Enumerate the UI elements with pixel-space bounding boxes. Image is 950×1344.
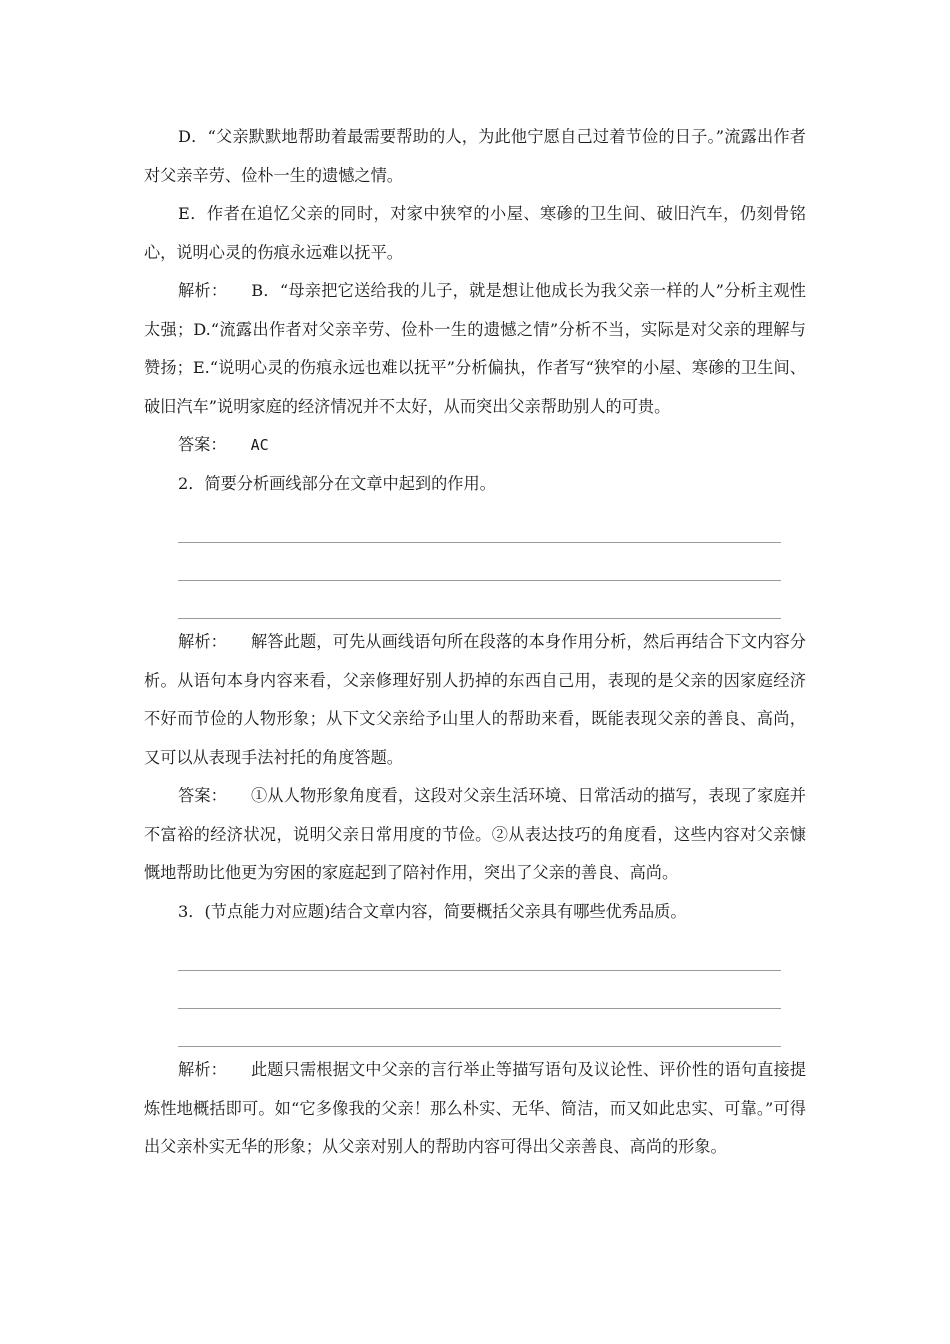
option-d	[144, 118, 806, 195]
q3-question	[144, 893, 806, 932]
q1-analysis-label: 解析：	[178, 281, 228, 300]
q2-question-text: 2．简要分析画线部分在文章中起到的作用。	[178, 473, 496, 493]
option-d-text: D．“父亲默默地帮助着最需要帮助的人，为此他宁愿自己过着节俭的日子。”流露出作者对父亲辛劳、俭朴一生的遗憾之情。	[144, 127, 806, 185]
q2-answer-label: 答案：	[178, 786, 227, 805]
q1-analysis-text: B．“母亲把它送给我的儿子，就是想让他成长为我父亲一样的人”分析主观性太强；D.“流露出作者对父亲辛劳、俭朴一生的遗憾之情”分析不当，实际是对父亲的理解与赞扬；E.“说明心灵的伤痕永远也难以抚平”分析偏执，作者写“狭窄的小屋、寒碜的卫生间、破旧汽车”说明家庭的经济情况并不太好，从而突出父亲帮助别人的可贵。	[144, 281, 806, 416]
q2-analysis	[144, 623, 806, 777]
q3-analysis	[144, 1051, 806, 1167]
q1-answer-text: AC	[250, 436, 269, 454]
q2-answer-lines	[144, 505, 806, 619]
answer-line	[178, 971, 781, 1009]
q1-answer	[144, 426, 806, 465]
q2-analysis-text: 解答此题，可先从画线语句所在段落的本身作用分析，然后再结合下文内容分析。从语句本身内容来看，父亲修理好别人扔掉的东西自己用，表现的是父亲的因家庭经济不好而节俭的人物形象；从下文父亲给予山里人的帮助来看，既能表现父亲的善良、高尚，又可以从表现手法衬托的角度答题。	[144, 632, 806, 767]
option-e	[144, 195, 806, 272]
answer-line	[178, 505, 781, 543]
document-page	[144, 118, 806, 1167]
q3-analysis-label: 解析：	[178, 1060, 227, 1079]
answer-line	[178, 933, 781, 971]
answer-line	[178, 1009, 781, 1047]
q1-analysis	[144, 272, 806, 426]
q3-answer-lines	[144, 933, 806, 1047]
q1-answer-label: 答案：	[178, 435, 227, 454]
answer-line	[178, 581, 781, 619]
answer-line	[178, 543, 781, 581]
q2-analysis-label: 解析：	[178, 632, 227, 651]
q2-answer	[144, 777, 806, 893]
q2-answer-text: ①从人物形象角度看，这段对父亲生活环境、日常活动的描写，表现了家庭并不富裕的经济状况，说明父亲日常用度的节俭。②从表达技巧的角度看，这些内容对父亲慷慨地帮助比他更为穷困的家庭起到了陪衬作用，突出了父亲的善良、高尚。	[144, 786, 806, 882]
q3-analysis-text: 此题只需根据文中父亲的言行举止等描写语句及议论性、评价性的语句直接提炼性地概括即可。如“它多像我的父亲！那么朴实、无华、简洁，而又如此忠实、可靠。”可得出父亲朴实无华的形象；从父亲对别人的帮助内容可得出父亲善良、高尚的形象。	[144, 1060, 806, 1156]
q3-question-text: 3．(节点能力对应题)结合文章内容，简要概括父亲具有哪些优秀品质。	[178, 901, 687, 921]
option-e-text: E．作者在追忆父亲的同时，对家中狭窄的小屋、寒碜的卫生间、破旧汽车，仍刻骨铭心，说明心灵的伤痕永远难以抚平。	[144, 204, 806, 262]
q2-question	[144, 465, 806, 504]
